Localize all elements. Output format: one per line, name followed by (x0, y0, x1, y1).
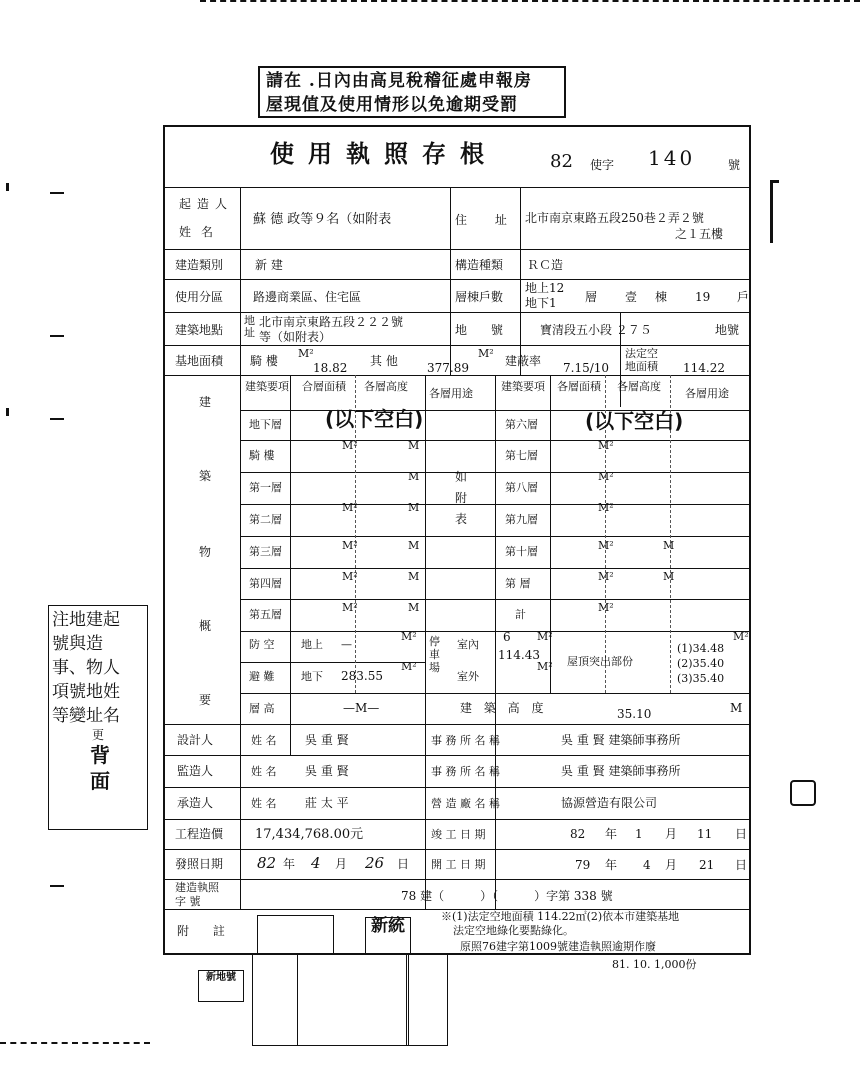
day-unit: 日 (735, 858, 748, 872)
rule (550, 375, 551, 693)
site-address: 等（如附表） (259, 330, 332, 344)
scan-mark (770, 180, 779, 243)
unit-m2: M² (537, 630, 553, 643)
open-space-label: 地面積 (625, 360, 658, 373)
start-day: 21 (699, 858, 715, 872)
notice-line-1: 請在 .日內由高見稅稽征處申報房 (266, 71, 532, 91)
cost-label: 工程造價 (175, 827, 224, 841)
floor-label: 計 (515, 608, 526, 621)
header-right-use: 各層用途 (685, 387, 729, 400)
other-value: 377.89 (427, 361, 469, 375)
rule (495, 375, 496, 910)
overview-side: 築 (199, 469, 212, 483)
header-right-height: 各層高度 (617, 380, 661, 393)
completion-day: 11 (697, 827, 713, 841)
unit-m2: M² (733, 630, 749, 643)
shelter-above-label: 地上 (301, 638, 323, 651)
year-unit: 年 (605, 858, 618, 872)
issue-year: 82 (257, 854, 277, 872)
land-unit: 地號 (715, 323, 740, 337)
firm-label: 營 造 廠 名 稱 (431, 797, 500, 810)
unit-m2: M² (401, 660, 417, 673)
floor-label: 第九層 (505, 513, 538, 526)
side-note (48, 605, 148, 830)
site-addr-prefix: 地址 (244, 314, 255, 339)
month-unit: 月 (665, 827, 678, 841)
floor-label: 第二層 (249, 513, 282, 526)
scan-mark (50, 885, 64, 887)
supervisor-label: 監造人 (177, 764, 214, 778)
floor-label: 第四層 (249, 577, 282, 590)
rule (520, 187, 521, 375)
title-word: 使字 (590, 158, 615, 172)
notes-line: 法定空地綠化要點綠化。 (453, 924, 574, 937)
completion-year: 82 (570, 827, 586, 841)
header-left-use: 各層用途 (429, 387, 473, 400)
rule (165, 375, 751, 376)
side-note-line: 項號地姓 (52, 682, 120, 702)
side-note-line: 事、物人 (52, 658, 120, 678)
unit-m2: M² (478, 347, 494, 360)
unit-m2: M² (342, 501, 358, 514)
title-suffix: 號 (728, 158, 741, 172)
rule (165, 879, 751, 880)
overview-side: 要 (199, 693, 212, 707)
roof-value: (1)34.48 (677, 642, 725, 655)
height-label: 層 高 (249, 702, 275, 715)
supervisor-office: 吳 重 賢 建築師事務所 (561, 764, 681, 778)
unit-m: M (408, 470, 420, 483)
shelter-above-value: — (341, 638, 352, 651)
contractor-firm: 協源營造有限公司 (561, 796, 658, 810)
scan-mark (50, 192, 64, 194)
unit-m2: M² (342, 539, 358, 552)
scan-mark (6, 183, 9, 191)
roof-label: 屋頂突出部份 (567, 655, 633, 668)
unit-m: M (408, 439, 420, 452)
unit-m: M (408, 601, 420, 614)
floor-label: 第八層 (505, 481, 538, 494)
structure-label: 構造種類 (455, 258, 504, 272)
month-unit: 月 (335, 857, 348, 871)
rule (165, 819, 751, 820)
household-unit: 戶 (737, 290, 750, 304)
unit-m2: M² (598, 501, 614, 514)
blank-stamp-left: (以下空白) (325, 407, 424, 431)
stamp-box (257, 915, 334, 955)
floor-label: 第七層 (505, 449, 538, 462)
notice-line-2: 屋現值及使用情形以免逾期受罰 (266, 95, 518, 115)
unit-m: M (408, 501, 420, 514)
unit-m2: M² (537, 660, 553, 673)
rule (165, 849, 751, 850)
scan-mark (50, 335, 64, 337)
arcade-value: 18.82 (313, 361, 348, 375)
coverage-value: 7.15/10 (563, 361, 610, 375)
address-label: 住 址 (455, 213, 519, 227)
builder-address: 北市南京東路五段250巷２弄２號 (525, 211, 704, 225)
floors-label: 層棟戶數 (455, 290, 504, 304)
day-unit: 日 (735, 827, 748, 841)
issue-month: 4 (311, 854, 321, 872)
permit-label: 字 號 (175, 895, 201, 908)
scan-mark (0, 1042, 150, 1044)
unit-m2: M² (598, 539, 614, 552)
header-left-item: 建築要項 (245, 380, 289, 393)
floor-label: 第五層 (249, 608, 282, 621)
name-label: 姓 名 (251, 734, 277, 747)
scan-mark (50, 418, 64, 420)
builder-label: 起造人 (179, 197, 234, 211)
roof-value: (3)35.40 (677, 672, 725, 685)
use-note: 表 (455, 512, 468, 526)
notes-label: 附 註 (177, 924, 235, 938)
rule (297, 955, 298, 1045)
side-note-line: 更 (92, 728, 105, 742)
designer-office: 吳 重 賢 建築師事務所 (561, 733, 681, 747)
floor-label: 第一層 (249, 481, 282, 494)
rule (290, 375, 291, 755)
permit-label: 建造執照 (175, 881, 219, 894)
cost-value: 17,434,768.00元 (255, 827, 364, 842)
rule (165, 787, 751, 788)
rule (165, 755, 751, 756)
category-value: 新 建 (255, 258, 283, 272)
floor-label: 第六層 (505, 418, 538, 431)
rule (425, 375, 426, 910)
structure-value: ＲＣ造 (527, 258, 564, 272)
issue-day: 26 (365, 854, 385, 872)
area-label: 基地面積 (175, 354, 224, 368)
unit-m: M (663, 539, 675, 552)
form-title: 使用執照存根 (270, 139, 498, 168)
open-space-label: 法定空 (625, 347, 658, 360)
roof-value: (2)35.40 (677, 657, 725, 670)
use-note: 附 (455, 491, 468, 505)
completion-month: 1 (635, 827, 643, 841)
zone-label: 使用分區 (175, 290, 224, 304)
office-label: 事 務 所 名 稱 (431, 734, 500, 747)
start-year: 79 (575, 858, 591, 872)
rule (240, 187, 241, 909)
shelter-label: 防 空 (249, 638, 275, 651)
header-left-area: 合層面積 (302, 380, 346, 393)
floor-label: 騎 樓 (249, 449, 275, 462)
rule (165, 279, 751, 280)
unit-m2: M² (342, 570, 358, 583)
floor-label: 地下層 (249, 418, 282, 431)
building-height-label: 建 築 高 度 (460, 701, 548, 715)
rule (165, 312, 751, 313)
supervisor-name: 吳 重 賢 (305, 764, 349, 778)
unit-m: M (408, 570, 420, 583)
land-label: 地 號 (455, 323, 513, 337)
title-number: 140 (648, 146, 696, 170)
scan-mark (790, 780, 816, 806)
contractor-label: 承造人 (177, 796, 214, 810)
side-note-line: 號與造 (52, 634, 103, 654)
parking-outdoor: 室外 (457, 670, 479, 683)
parking-value: 114.43 (498, 648, 540, 662)
height-value: —M— (343, 701, 380, 715)
overview-side: 建 (199, 395, 212, 409)
building-height-unit: M (730, 701, 743, 715)
year-unit: 年 (605, 827, 618, 841)
building-unit: 棟 (655, 290, 668, 304)
year-unit: 年 (283, 857, 296, 871)
shelter-below-label: 地下 (301, 670, 323, 683)
issue-label: 發照日期 (175, 857, 224, 871)
header-right-area: 各層面積 (557, 380, 601, 393)
contractor-name: 莊 太 平 (305, 796, 349, 810)
builder-name: 蘇 德 政等９名（如附表 (253, 212, 392, 227)
overview-side: 物 (199, 545, 212, 559)
evac-label: 避 難 (249, 670, 275, 683)
start-label: 開 工 日 期 (431, 858, 486, 871)
rule (240, 662, 425, 663)
renew-stamp: 新統 (365, 917, 411, 955)
start-month: 4 (643, 858, 651, 872)
name-label: 姓 名 (251, 765, 277, 778)
day-unit: 日 (397, 857, 410, 871)
builder-address: 之１五樓 (675, 227, 724, 241)
unit-m2: M² (598, 570, 614, 583)
office-label: 事 務 所 名 稱 (431, 765, 500, 778)
other-label: 其 他 (370, 354, 398, 368)
households: 19 (695, 290, 711, 304)
unit-m2: M² (342, 601, 358, 614)
completion-label: 竣 工 日 期 (431, 828, 486, 841)
floor-label: 第三層 (249, 545, 282, 558)
rule (165, 724, 751, 725)
unit-m2: M² (598, 470, 614, 483)
name-label: 姓 名 (251, 797, 277, 810)
land-value: 寶清段五小段 ２７５ (540, 323, 652, 337)
floors-above: 地上12 (525, 281, 565, 295)
permit-text: 78 建（ ）（ ）字第 338 號 (401, 889, 613, 903)
header-right-item: 建築要項 (501, 380, 545, 393)
category-label: 建造類別 (175, 258, 224, 272)
notes-line: 原照76建字第1009號建造執照逾期作廢 (460, 940, 656, 953)
designer-label: 設計人 (177, 733, 214, 747)
unit-m2: M² (598, 601, 614, 614)
blank-stamp-right: (以下空白) (585, 409, 684, 433)
zone-value: 路邊商業區、住宅區 (253, 290, 362, 304)
bottom-extension (406, 955, 448, 1046)
rule (165, 345, 751, 346)
side-note-line: 注地建起 (52, 610, 120, 630)
title-year: 82 (550, 151, 573, 172)
scan-mark (200, 0, 860, 2)
builder-label: 姓名 (179, 225, 224, 239)
permit-form (163, 125, 751, 955)
site-label: 建築地點 (175, 323, 224, 337)
scan-mark (6, 408, 9, 416)
shelter-below-value: 283.55 (341, 669, 383, 683)
building-height-value: 35.10 (617, 707, 652, 721)
unit-m: M (408, 539, 420, 552)
rule (165, 249, 751, 250)
unit-m: M (663, 570, 675, 583)
buildings: 壹 (625, 290, 638, 304)
coverage-label: 建蔽率 (505, 354, 542, 368)
floors-below: 地下1 (525, 296, 557, 310)
use-note: 如 (455, 470, 468, 484)
unit-m2: M² (598, 439, 614, 452)
rule (450, 187, 451, 375)
rule (165, 187, 751, 188)
overview-side: 概 (199, 619, 212, 633)
open-space-value: 114.22 (683, 361, 725, 375)
unit-m2: M² (342, 439, 358, 452)
notes-line: ※(1)法定空地面積 114.22㎡(2)依本市建築基地 (441, 910, 680, 923)
header-left-height: 各層高度 (364, 380, 408, 393)
notice-box (258, 66, 566, 118)
unit-m2: M² (298, 347, 314, 360)
floor-label: 第 層 (505, 577, 531, 590)
parking-indoor: 室內 (457, 638, 479, 651)
parking-label: 停車場 (429, 635, 440, 674)
side-note-line: 等變址名 (52, 706, 120, 726)
print-info: 81. 10. 1,000份 (612, 958, 697, 971)
bottom-extension (252, 955, 409, 1046)
side-note-back: 背 面 (90, 743, 110, 793)
designer-name: 吳 重 賢 (305, 733, 349, 747)
parking-count: 6 (503, 630, 511, 644)
site-address: 北市南京東路五段２２２號 (259, 315, 404, 329)
month-unit: 月 (665, 858, 678, 872)
arcade-label: 騎 樓 (250, 354, 278, 368)
floor-label: 第十層 (505, 545, 538, 558)
new-land-stamp: 新地號 (198, 970, 244, 1002)
unit-m2: M² (401, 630, 417, 643)
floor-unit: 層 (585, 290, 598, 304)
